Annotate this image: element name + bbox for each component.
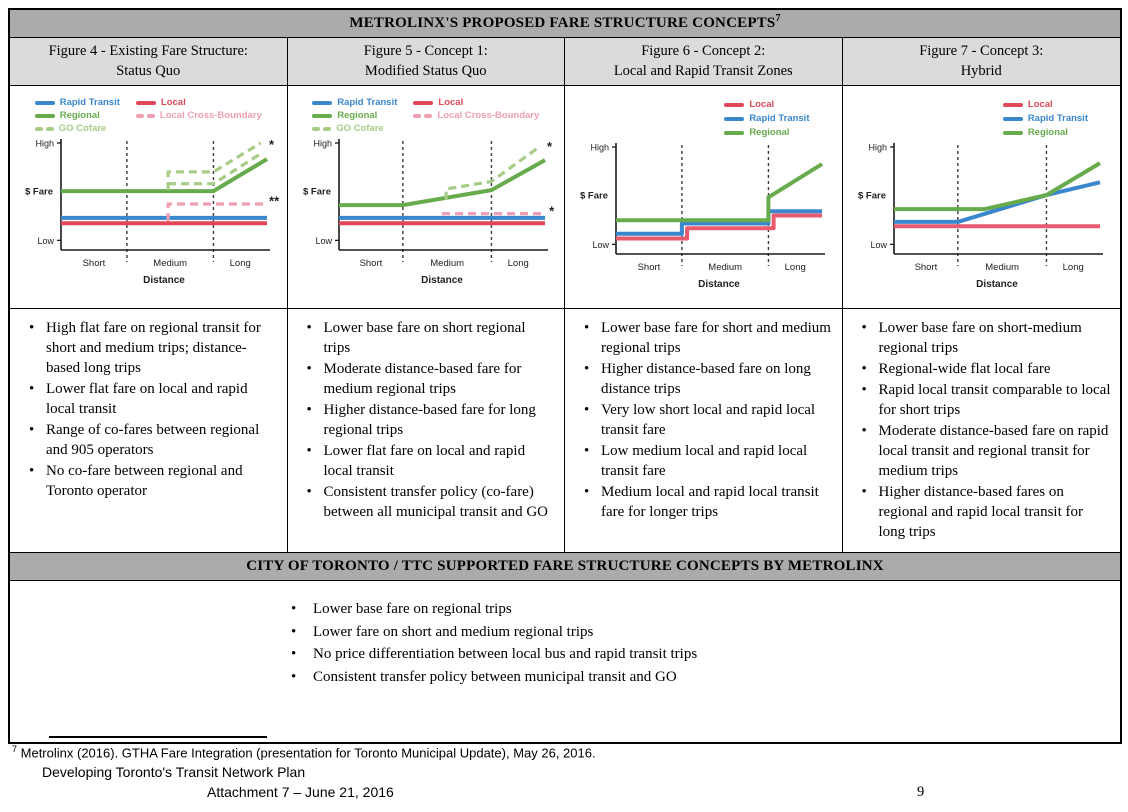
fare-chart-transit-zones: [565, 86, 843, 308]
bullet-marker: •: [306, 402, 312, 418]
figure-title-line1: Figure 6 - Concept 2:: [641, 43, 766, 59]
footnote-separator: [49, 736, 267, 738]
bullet-marker: •: [29, 320, 35, 336]
legend-swatch: [724, 117, 744, 121]
bullet-marker: •: [306, 320, 312, 336]
bullet-item: [291, 622, 931, 644]
svg-text:High: High: [313, 138, 332, 149]
bullet-item: [291, 667, 931, 689]
chart-legend: [35, 97, 262, 134]
bullet-text: High flat fare on regional transit for short and medium trips; distance-based long trips: [46, 320, 261, 376]
table-header-city-ttc: [10, 553, 1120, 581]
svg-text:Long: Long: [229, 258, 252, 269]
legend-swatch: [136, 114, 155, 118]
fare-structure-table: [8, 8, 1122, 744]
svg-text:$ Fare: $ Fare: [580, 190, 609, 202]
legend-label: Local Cross-Boundary: [159, 110, 262, 121]
bullet-item: [853, 359, 1115, 379]
fare-chart-status-quo: [10, 86, 288, 308]
svg-text:*: *: [546, 139, 552, 155]
bullet-text: Moderate distance-based fare for medium regional trips: [323, 361, 522, 397]
svg-text:*: *: [269, 137, 275, 152]
figure-title-line1: Figure 4 - Existing Fare Structure:: [48, 43, 248, 59]
footer-line-2-row: [0, 784, 1128, 802]
bullet-text: Lower flat fare on local and rapid local transit: [46, 381, 248, 417]
legend-label: Rapid Transit: [749, 113, 810, 124]
svg-text:Long: Long: [784, 262, 807, 273]
figure-title-cell-6: [565, 38, 843, 85]
bullet-text: Very low short local and rapid local transit fare: [601, 402, 816, 438]
bullet-text: Consistent transfer policy between municipal transit and GO: [313, 668, 677, 685]
bullet-marker: •: [29, 463, 35, 479]
fare-chart-svg: [850, 140, 1112, 292]
bullet-item: [20, 379, 281, 419]
bullet-text: Lower fare on short and medium regional trips: [313, 623, 594, 640]
bullet-text: No co-fare between regional and Toronto operator: [46, 463, 243, 499]
legend-label: Rapid Transit: [337, 97, 398, 108]
table-header-text: CITY OF TORONTO / TTC SUPPORTED FARE STRUCTURE CONCEPTS BY METROLINX: [246, 558, 884, 574]
legend-label: Local: [438, 97, 464, 108]
bullet-text: Higher distance-based fare on long distance trips: [601, 361, 811, 397]
bullet-item: [575, 359, 836, 399]
bullet-item: [853, 380, 1115, 420]
bullet-marker: •: [861, 423, 867, 439]
bullet-item: [853, 482, 1115, 542]
bullet-text: Regional-wide flat local fare: [878, 361, 1051, 377]
bullet-marker: •: [291, 601, 297, 617]
chart-legend: [1003, 99, 1088, 138]
legend-item: [35, 110, 120, 121]
bullet-marker: •: [306, 443, 312, 459]
bullet-text: Lower flat fare on local and rapid local transit: [323, 443, 526, 479]
series-rapid-transit: [894, 182, 1100, 222]
legend-swatch: [136, 101, 156, 105]
bullet-item: [853, 421, 1115, 481]
legend-swatch: [1003, 117, 1023, 121]
series-regional: [894, 163, 1100, 209]
bullet-item: [291, 644, 931, 666]
table-header-metrolinx: [10, 10, 1120, 38]
supported-concepts-cell: [10, 599, 1120, 742]
footnote-text: Metrolinx (2016). GTHA Fare Integration (presentation for Toronto Municipal Update), May 26, 2016.: [20, 745, 596, 761]
bullet-text: Moderate distance-based fare on rapid local transit and regional transit for medium trips: [878, 423, 1109, 479]
fare-chart-hybrid: [843, 86, 1121, 308]
legend-label: Local: [749, 99, 775, 110]
legend-swatch: [1003, 131, 1023, 135]
legend-swatch: [312, 101, 332, 105]
svg-text:Long: Long: [507, 258, 529, 269]
bullet-item: [298, 359, 559, 399]
bullet-marker: •: [291, 668, 297, 685]
svg-text:$ Fare: $ Fare: [858, 190, 887, 202]
figure-title-line2: Status Quo: [116, 63, 181, 79]
legend-label: Regional: [59, 110, 100, 121]
legend-item: [35, 123, 120, 134]
bullet-item: [575, 482, 836, 522]
bullet-marker: •: [584, 443, 590, 459]
footer-line-2: Attachment 7 – June 21, 2016: [207, 784, 394, 801]
bullet-text: Higher distance-based fare for long regional trips: [323, 402, 536, 438]
legend-item: [136, 110, 262, 121]
svg-text:Long: Long: [1062, 262, 1085, 273]
figure-title-line2: Local and Rapid Transit Zones: [613, 63, 793, 79]
table-header-text: METROLINX'S PROPOSED FARE STRUCTURE CONCEPTS: [349, 15, 776, 31]
footnote-reference: 7: [775, 13, 781, 24]
legend-swatch: [413, 101, 433, 105]
legend-swatch: [1003, 103, 1023, 107]
legend-item: [1003, 127, 1088, 138]
legend-item: [1003, 99, 1088, 110]
bullet-marker: •: [584, 402, 590, 418]
svg-text:Medium: Medium: [708, 262, 743, 273]
bullet-marker: •: [861, 320, 867, 336]
legend-label: Regional: [337, 110, 378, 121]
svg-text:High: High: [590, 142, 610, 153]
bullet-text: Lower base fare for short and medium regional trips: [601, 320, 831, 356]
legend-label: Local: [1027, 99, 1053, 110]
bullet-item: [575, 441, 836, 481]
bullet-marker: •: [584, 484, 590, 500]
figure-title-line1: Figure 7 - Concept 3:: [919, 43, 1044, 59]
legend-item: [312, 123, 397, 134]
bullet-text: Rapid local transit comparable to local for short trips: [878, 382, 1111, 418]
legend-label: GO Cofare: [58, 123, 107, 134]
legend-item: [1003, 113, 1088, 124]
svg-text:$ Fare: $ Fare: [302, 186, 331, 198]
svg-text:Medium: Medium: [153, 258, 188, 269]
bullet-marker: •: [306, 484, 312, 500]
bullet-marker: •: [861, 484, 867, 500]
bullet-marker: •: [861, 382, 867, 398]
svg-text:High: High: [868, 142, 888, 153]
figure-title-row: [10, 38, 1120, 86]
chart-legend: [312, 97, 539, 134]
legend-swatch: [312, 114, 332, 118]
legend-item: [724, 127, 809, 138]
page-footer: [0, 736, 1128, 802]
bullet-item: [298, 400, 559, 440]
legend-item: [312, 110, 397, 121]
figure-bullets-transit-zones: [565, 309, 843, 552]
bullet-item: [298, 318, 559, 358]
svg-text:Low: Low: [315, 235, 332, 246]
bullet-marker: •: [861, 361, 867, 377]
legend-swatch: [312, 127, 331, 131]
figure-title-line2: Modified Status Quo: [364, 63, 487, 79]
series-regional: [61, 159, 267, 191]
chart-legend: [724, 99, 809, 138]
bullet-item: [298, 441, 559, 481]
figure-title-line2: Hybrid: [960, 63, 1002, 79]
svg-text:**: **: [269, 193, 280, 209]
series-go-cofare-lower-: [168, 154, 261, 184]
svg-text:Low: Low: [870, 239, 888, 250]
bullet-item: [853, 318, 1115, 358]
bullet-marker: •: [29, 381, 35, 397]
svg-text:High: High: [35, 138, 55, 149]
legend-swatch: [413, 114, 432, 118]
fare-chart-modified-status-quo: [288, 86, 566, 308]
bullet-marker: •: [291, 623, 297, 640]
footnote-number: 7: [12, 744, 18, 754]
supported-concepts-bullets: [291, 599, 931, 688]
bullet-text: Lower base fare on regional trips: [313, 601, 512, 617]
legend-label: Rapid Transit: [1027, 113, 1088, 124]
legend-swatch: [35, 114, 55, 118]
svg-text:Distance: Distance: [698, 279, 741, 290]
legend-label: Regional: [749, 127, 790, 138]
figure-bullets-row: [10, 309, 1120, 553]
legend-item: [413, 97, 539, 108]
figure-bullets-modified-status-quo: [288, 309, 566, 552]
svg-text:Medium: Medium: [430, 258, 464, 269]
bullet-text: Lower base fare on short-medium regional trips: [878, 320, 1082, 356]
svg-text:Short: Short: [914, 262, 938, 273]
legend-item: [724, 99, 809, 110]
legend-item: [724, 113, 809, 124]
fare-chart-svg: [572, 140, 834, 292]
legend-swatch: [35, 101, 55, 105]
legend-item: [312, 97, 397, 108]
svg-text:Low: Low: [37, 235, 55, 246]
svg-text:Short: Short: [359, 258, 383, 269]
figure-bullets-status-quo: [10, 309, 288, 552]
bullet-text: Medium local and rapid local transit fare for longer trips: [601, 484, 819, 520]
svg-text:Low: Low: [592, 239, 610, 250]
svg-text:*: *: [548, 203, 554, 219]
legend-item: [136, 97, 262, 108]
legend-label: Rapid Transit: [59, 97, 120, 108]
svg-text:Distance: Distance: [143, 275, 186, 286]
footnote: [12, 744, 1128, 760]
legend-swatch: [724, 131, 744, 135]
svg-text:$ Fare: $ Fare: [25, 186, 54, 198]
svg-text:Short: Short: [82, 258, 106, 269]
bullet-item: [20, 318, 281, 378]
bullet-text: Consistent transfer policy (co-fare) between all municipal transit and GO: [323, 484, 549, 520]
bullet-marker: •: [29, 422, 35, 438]
bullet-marker: •: [584, 361, 590, 377]
bullet-marker: •: [306, 361, 312, 377]
legend-label: Local Cross-Boundary: [437, 110, 540, 121]
bullet-marker: •: [584, 320, 590, 336]
figure-title-cell-5: [288, 38, 566, 85]
bullet-text: Higher distance-based fares on regional and rapid local transit for long trips: [878, 484, 1084, 540]
bullet-text: No price differentiation between local bus and rapid transit trips: [313, 646, 698, 662]
svg-text:Medium: Medium: [985, 262, 1020, 273]
fare-chart-svg: [295, 136, 557, 288]
fare-chart-svg: [17, 136, 279, 288]
bullet-text: Range of co-fares between regional and 905 operators: [46, 422, 260, 458]
legend-swatch: [35, 127, 54, 131]
legend-label: Local: [160, 97, 186, 108]
bullet-item: [298, 482, 559, 522]
figure-title-cell-7: [843, 38, 1121, 85]
bullet-marker: •: [291, 646, 297, 662]
svg-text:Distance: Distance: [976, 279, 1019, 290]
bullet-text: Low medium local and rapid local transit fare: [601, 443, 808, 479]
figure-title-line1: Figure 5 - Concept 1:: [363, 43, 488, 59]
svg-text:Short: Short: [637, 262, 661, 273]
bullet-item: [575, 400, 836, 440]
bullet-item: [20, 420, 281, 460]
legend-swatch: [724, 103, 744, 107]
footer-line-1: Developing Toronto's Transit Network Plan: [42, 764, 306, 781]
bullet-item: [291, 599, 931, 621]
bullet-item: [20, 461, 281, 501]
legend-label: GO Cofare: [336, 123, 384, 134]
page-number: 9: [917, 784, 925, 801]
legend-label: Regional: [1027, 127, 1068, 138]
legend-item: [35, 97, 120, 108]
legend-item: [413, 110, 539, 121]
figure-chart-row: [10, 86, 1120, 309]
svg-text:Distance: Distance: [420, 275, 463, 286]
bullet-text: Lower base fare on short regional trips: [323, 320, 526, 356]
bullet-item: [575, 318, 836, 358]
figure-bullets-hybrid: [843, 309, 1121, 552]
figure-title-cell-4: [10, 38, 288, 85]
